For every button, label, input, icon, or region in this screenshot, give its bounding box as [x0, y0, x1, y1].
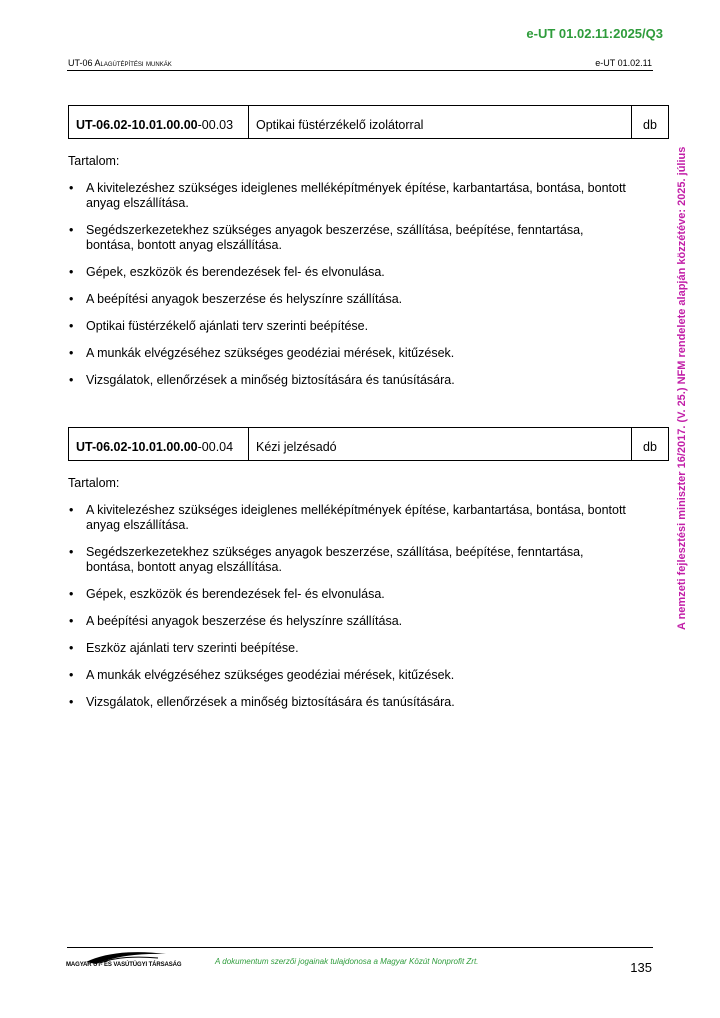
item-code-main: UT-06.02-10.01.00.00	[76, 440, 198, 454]
society-logo-text: MAGYAR ÚT- ÉS VASÚTÜGYI TÁRSASÁG	[66, 962, 182, 968]
list-item: • A kivitelezéshez szükséges ideiglenes melléképítmények építése, karbantartása, bontása, bontott anyag elszállítása.	[68, 181, 628, 211]
item-code-cell	[69, 428, 249, 460]
list-item: • Vizsgálatok, ellenőrzések a minőség biztosítására és tanúsítására.	[68, 695, 628, 710]
list-item: • A munkák elvégzéséhez szükséges geodéziai mérések, kitűzések.	[68, 346, 628, 361]
footer-divider	[67, 947, 653, 948]
list-item: • A kivitelezéshez szükséges ideiglenes melléképítmények építése, karbantartása, bontása, bontott anyag elszállítása.	[68, 503, 628, 533]
list-item: • A munkák elvégzéséhez szükséges geodéziai mérések, kitűzések.	[68, 668, 628, 683]
list-item: • Gépek, eszközök és berendezések fel- és elvonulása.	[68, 265, 628, 280]
item-code-main: UT-06.02-10.01.00.00	[76, 118, 198, 132]
item-code-cell	[69, 106, 249, 138]
item-code-suffix: -00.03	[197, 118, 234, 132]
copyright-notice: A dokumentum szerzői jogainak tulajdonosa a Magyar Közút Nonprofit Zrt.	[215, 957, 479, 966]
list-item: • Segédszerkezetekhez szükséges anyagok beszerzése, szállítása, beépítése, fenntartása, bontása, bontott anyag elszállítása.	[68, 545, 628, 575]
content-list-2	[68, 503, 628, 722]
content-label: Tartalom:	[68, 154, 120, 168]
list-item: • Eszköz ajánlati terv szerinti beépítése.	[68, 641, 628, 656]
item-table-2	[68, 427, 669, 461]
list-item: • Segédszerkezetekhez szükséges anyagok beszerzése, szállítása, beépítése, fenntartása, bontása, bontott anyag elszállítása.	[68, 223, 628, 253]
list-item: • A beépítési anyagok beszerzése és helyszínre szállítása.	[68, 292, 628, 307]
publication-note: A nemzeti fejlesztési miniszter 16/2017. (V. 25.) NFM rendelete alapján közzétéve: 2025. július	[676, 146, 688, 630]
list-item: • A beépítési anyagok beszerzése és helyszínre szállítása.	[68, 614, 628, 629]
page-number: 135	[630, 960, 652, 975]
header-divider	[67, 70, 653, 71]
content-list-1	[68, 181, 628, 400]
item-table-1	[68, 105, 669, 139]
item-title: Kézi jelzésadó	[249, 428, 632, 460]
item-unit: db	[643, 440, 657, 454]
list-item: • Gépek, eszközök és berendezések fel- és elvonulása.	[68, 587, 628, 602]
item-unit: db	[643, 118, 657, 132]
document-code: e-UT 01.02.11:2025/Q3	[526, 26, 663, 41]
item-code-suffix: -00.04	[197, 440, 234, 454]
list-item: • Vizsgálatok, ellenőrzések a minőség biztosítására és tanúsítására.	[68, 373, 628, 388]
item-title: Optikai füstérzékelő izolátorral	[249, 106, 632, 138]
header-document-id: e-UT 01.02.11	[595, 58, 652, 68]
content-label: Tartalom:	[68, 476, 120, 490]
society-logo-icon	[66, 950, 176, 972]
header-chapter-title: UT-06 Alagútépítési munkák	[68, 58, 172, 68]
list-item: • Optikai füstérzékelő ajánlati terv szerinti beépítése.	[68, 319, 628, 334]
